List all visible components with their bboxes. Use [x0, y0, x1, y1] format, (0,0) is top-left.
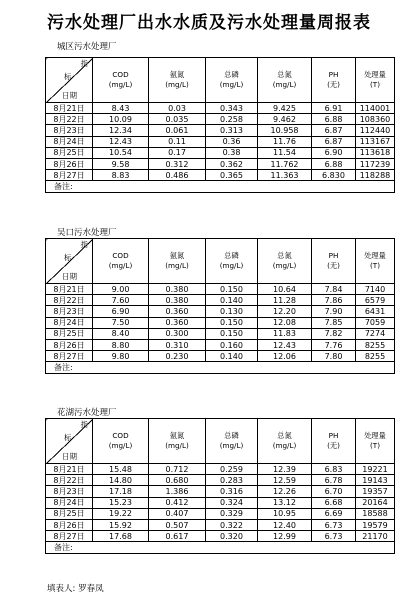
diag-label-indicator: 指: [80, 240, 88, 249]
value-cell: 12.40: [258, 519, 312, 530]
value-cell: 0.380: [149, 295, 206, 306]
table-row: [46, 317, 395, 328]
column-header: [206, 419, 258, 464]
diagonal-header-cell: [46, 239, 93, 284]
table-row: [46, 114, 395, 125]
column-header-unit: (mg/L): [108, 80, 133, 89]
column-header: [258, 239, 312, 284]
column-header-unit: (mg/L): [272, 441, 297, 450]
column-header-unit: (T): [370, 261, 380, 270]
column-header-name: 处理量: [364, 251, 386, 260]
value-cell: 7.76: [312, 339, 356, 350]
value-cell: 7274: [356, 328, 395, 339]
date-cell: 8月27日: [46, 351, 93, 362]
date-cell: 8月24日: [46, 136, 93, 147]
value-cell: 19143: [356, 475, 395, 486]
value-cell: 11.363: [258, 170, 312, 181]
value-cell: 19357: [356, 486, 395, 497]
diag-label-mark: 标: [64, 433, 72, 442]
value-cell: 14.80: [93, 475, 149, 486]
value-cell: 0.362: [206, 158, 258, 169]
column-header: [312, 239, 356, 284]
value-cell: 0.680: [149, 475, 206, 486]
date-cell: 8月24日: [46, 317, 93, 328]
value-cell: 0.322: [206, 519, 258, 530]
column-header: [356, 58, 395, 103]
diag-label-date: 日期: [62, 272, 77, 281]
plant-table: [45, 57, 395, 193]
value-cell: 10.95: [258, 508, 312, 519]
value-cell: 15.23: [93, 497, 149, 508]
value-cell: 6.69: [312, 508, 356, 519]
value-cell: 9.00: [93, 284, 149, 295]
value-cell: 0.150: [206, 317, 258, 328]
column-header: [93, 419, 149, 464]
value-cell: 0.11: [149, 136, 206, 147]
diag-label-indicator: 指: [80, 420, 88, 429]
value-cell: 17.68: [93, 531, 149, 542]
value-cell: 7.50: [93, 317, 149, 328]
column-header: [149, 58, 206, 103]
value-cell: 10.64: [258, 284, 312, 295]
column-header-name: 总氮: [277, 70, 292, 79]
value-cell: 114001: [356, 103, 395, 114]
value-cell: 112440: [356, 125, 395, 136]
value-cell: 6.88: [312, 158, 356, 169]
diag-label-indicator: 指: [80, 59, 88, 68]
column-header-name: 总磷: [224, 251, 239, 260]
value-cell: 0.259: [206, 464, 258, 475]
date-cell: 8月23日: [46, 125, 93, 136]
date-cell: 8月26日: [46, 339, 93, 350]
column-header: [312, 58, 356, 103]
value-cell: 0.140: [206, 351, 258, 362]
value-cell: 0.38: [206, 147, 258, 158]
column-header-unit: (无): [327, 80, 340, 89]
value-cell: 0.412: [149, 497, 206, 508]
filler-signature: 填表人: 罗春凤: [47, 584, 104, 594]
report-title: 污水处理厂出水水质及污水处理量周报表: [47, 13, 371, 33]
value-cell: 0.617: [149, 531, 206, 542]
value-cell: 6579: [356, 295, 395, 306]
value-cell: 7.80: [312, 351, 356, 362]
value-cell: 0.300: [149, 328, 206, 339]
column-header-name: 总磷: [224, 70, 239, 79]
column-header: [312, 419, 356, 464]
date-cell: 8月25日: [46, 328, 93, 339]
diagonal-header-cell: [46, 58, 93, 103]
column-header-unit: (mg/L): [219, 441, 244, 450]
value-cell: 9.425: [258, 103, 312, 114]
column-header-name: 总磷: [224, 431, 239, 440]
table-row: [46, 475, 395, 486]
column-header-name: 氨氮: [169, 70, 185, 79]
value-cell: 7140: [356, 284, 395, 295]
value-cell: 0.324: [206, 497, 258, 508]
date-cell: 8月24日: [46, 497, 93, 508]
table-row: [46, 351, 395, 362]
value-cell: 0.320: [206, 531, 258, 542]
value-cell: 7.84: [312, 284, 356, 295]
value-cell: 0.360: [149, 306, 206, 317]
value-cell: 17.18: [93, 486, 149, 497]
value-cell: 12.20: [258, 306, 312, 317]
value-cell: 19579: [356, 519, 395, 530]
column-header-name: 氨氮: [169, 431, 185, 440]
table-row: [46, 147, 395, 158]
date-cell: 8月21日: [46, 103, 93, 114]
note-row: [46, 362, 395, 373]
value-cell: 0.316: [206, 486, 258, 497]
value-cell: 0.160: [206, 339, 258, 350]
value-cell: 11.762: [258, 158, 312, 169]
date-cell: 8月26日: [46, 158, 93, 169]
value-cell: 0.365: [206, 170, 258, 181]
note-row: [46, 542, 395, 553]
value-cell: 7.60: [93, 295, 149, 306]
value-cell: 10.09: [93, 114, 149, 125]
diag-label-mark: 标: [64, 253, 72, 262]
column-header: [356, 239, 395, 284]
column-header-unit: (mg/L): [108, 441, 133, 450]
column-header-unit: (无): [327, 441, 340, 450]
value-cell: 0.283: [206, 475, 258, 486]
date-cell: 8月22日: [46, 475, 93, 486]
value-cell: 7059: [356, 317, 395, 328]
value-cell: 19.22: [93, 508, 149, 519]
value-cell: 6.87: [312, 136, 356, 147]
value-cell: 6.73: [312, 531, 356, 542]
column-header-name: 处理量: [364, 431, 386, 440]
column-header-unit: (mg/L): [219, 80, 244, 89]
column-header: [258, 58, 312, 103]
value-cell: 0.343: [206, 103, 258, 114]
column-header: [206, 239, 258, 284]
column-header-unit: (无): [327, 261, 340, 270]
column-header-name: COD: [112, 251, 129, 260]
date-cell: 8月22日: [46, 114, 93, 125]
table-row: [46, 136, 395, 147]
value-cell: 12.43: [258, 339, 312, 350]
value-cell: 0.329: [206, 508, 258, 519]
value-cell: 0.507: [149, 519, 206, 530]
value-cell: 12.26: [258, 486, 312, 497]
note-label: 备注:: [46, 181, 395, 192]
value-cell: 0.486: [149, 170, 206, 181]
value-cell: 0.150: [206, 328, 258, 339]
plant-name: 花湖污水处理厂: [57, 408, 117, 418]
column-header-unit: (mg/L): [108, 261, 133, 270]
table-row: [46, 339, 395, 350]
column-header: [149, 419, 206, 464]
column-header-name: COD: [112, 431, 129, 440]
value-cell: 6.87: [312, 125, 356, 136]
table-row: [46, 306, 395, 317]
table-row: [46, 170, 395, 181]
date-cell: 8月23日: [46, 486, 93, 497]
value-cell: 6.88: [312, 114, 356, 125]
table-header-row: [46, 58, 395, 103]
column-header-unit: (T): [370, 441, 380, 450]
value-cell: 113167: [356, 136, 395, 147]
value-cell: 15.92: [93, 519, 149, 530]
value-cell: 9.80: [93, 351, 149, 362]
value-cell: 6.90: [93, 306, 149, 317]
plant-name: 吴口污水处理厂: [57, 228, 117, 238]
value-cell: 6.68: [312, 497, 356, 508]
value-cell: 7.85: [312, 317, 356, 328]
value-cell: 108360: [356, 114, 395, 125]
value-cell: 21170: [356, 531, 395, 542]
column-header-name: PH: [328, 70, 339, 79]
note-label: 备注:: [46, 542, 395, 553]
column-header-name: 总氮: [277, 431, 292, 440]
date-cell: 8月27日: [46, 531, 93, 542]
value-cell: 11.54: [258, 147, 312, 158]
value-cell: 0.17: [149, 147, 206, 158]
column-header-name: 处理量: [364, 70, 386, 79]
column-header: [149, 239, 206, 284]
table-row: [46, 486, 395, 497]
value-cell: 6.70: [312, 486, 356, 497]
table-row: [46, 328, 395, 339]
value-cell: 10.54: [93, 147, 149, 158]
value-cell: 6.90: [312, 147, 356, 158]
value-cell: 13.12: [258, 497, 312, 508]
column-header: [206, 58, 258, 103]
value-cell: 6.78: [312, 475, 356, 486]
table-header-row: [46, 419, 395, 464]
value-cell: 0.061: [149, 125, 206, 136]
value-cell: 1.386: [149, 486, 206, 497]
value-cell: 0.313: [206, 125, 258, 136]
value-cell: 12.59: [258, 475, 312, 486]
column-header-unit: (mg/L): [219, 261, 244, 270]
plant-table: [45, 418, 395, 554]
date-cell: 8月22日: [46, 295, 93, 306]
value-cell: 6431: [356, 306, 395, 317]
table-row: [46, 103, 395, 114]
value-cell: 8255: [356, 351, 395, 362]
table-row: [46, 531, 395, 542]
column-header: [356, 419, 395, 464]
value-cell: 11.83: [258, 328, 312, 339]
value-cell: 0.230: [149, 351, 206, 362]
note-row: [46, 181, 395, 192]
column-header-name: COD: [112, 70, 129, 79]
value-cell: 12.99: [258, 531, 312, 542]
column-header-unit: (mg/L): [165, 261, 189, 270]
table-row: [46, 125, 395, 136]
table-row: [46, 497, 395, 508]
value-cell: 0.407: [149, 508, 206, 519]
value-cell: 117239: [356, 158, 395, 169]
value-cell: 12.06: [258, 351, 312, 362]
value-cell: 8.43: [93, 103, 149, 114]
value-cell: 0.150: [206, 284, 258, 295]
value-cell: 0.380: [149, 284, 206, 295]
table-row: [46, 464, 395, 475]
value-cell: 0.712: [149, 464, 206, 475]
table-header-row: [46, 239, 395, 284]
column-header: [93, 58, 149, 103]
date-cell: 8月23日: [46, 306, 93, 317]
column-header-name: 总氮: [277, 251, 292, 260]
value-cell: 10.958: [258, 125, 312, 136]
note-label: 备注:: [46, 362, 395, 373]
value-cell: 12.08: [258, 317, 312, 328]
value-cell: 15.48: [93, 464, 149, 475]
value-cell: 118288: [356, 170, 395, 181]
table-row: [46, 295, 395, 306]
value-cell: 0.258: [206, 114, 258, 125]
value-cell: 0.130: [206, 306, 258, 317]
value-cell: 9.462: [258, 114, 312, 125]
value-cell: 0.140: [206, 295, 258, 306]
date-cell: 8月26日: [46, 519, 93, 530]
column-header-unit: (T): [370, 80, 380, 89]
table-row: [46, 508, 395, 519]
value-cell: 6.91: [312, 103, 356, 114]
diag-label-date: 日期: [62, 91, 77, 100]
value-cell: 11.28: [258, 295, 312, 306]
date-cell: 8月25日: [46, 147, 93, 158]
value-cell: 7.86: [312, 295, 356, 306]
value-cell: 0.310: [149, 339, 206, 350]
value-cell: 0.360: [149, 317, 206, 328]
column-header-unit: (mg/L): [165, 441, 189, 450]
value-cell: 8255: [356, 339, 395, 350]
date-cell: 8月21日: [46, 464, 93, 475]
value-cell: 0.312: [149, 158, 206, 169]
value-cell: 113618: [356, 147, 395, 158]
value-cell: 9.58: [93, 158, 149, 169]
value-cell: 0.035: [149, 114, 206, 125]
value-cell: 0.36: [206, 136, 258, 147]
value-cell: 6.830: [312, 170, 356, 181]
column-header-unit: (mg/L): [272, 80, 297, 89]
value-cell: 8.80: [93, 339, 149, 350]
value-cell: 0.03: [149, 103, 206, 114]
date-cell: 8月27日: [46, 170, 93, 181]
value-cell: 12.43: [93, 136, 149, 147]
diag-label-mark: 标: [64, 72, 72, 81]
value-cell: 18588: [356, 508, 395, 519]
value-cell: 6.83: [312, 464, 356, 475]
column-header-unit: (mg/L): [272, 261, 297, 270]
diag-label-date: 日期: [62, 452, 77, 461]
plant-name: 城区污水处理厂: [57, 42, 117, 52]
value-cell: 8.40: [93, 328, 149, 339]
value-cell: 11.76: [258, 136, 312, 147]
date-cell: 8月25日: [46, 508, 93, 519]
table-row: [46, 284, 395, 295]
column-header: [93, 239, 149, 284]
value-cell: 12.39: [258, 464, 312, 475]
value-cell: 7.82: [312, 328, 356, 339]
value-cell: 12.34: [93, 125, 149, 136]
column-header: [258, 419, 312, 464]
column-header-unit: (mg/L): [165, 80, 189, 89]
date-cell: 8月21日: [46, 284, 93, 295]
value-cell: 8.83: [93, 170, 149, 181]
table-row: [46, 519, 395, 530]
table-row: [46, 158, 395, 169]
value-cell: 20164: [356, 497, 395, 508]
value-cell: 6.73: [312, 519, 356, 530]
value-cell: 7.90: [312, 306, 356, 317]
column-header-name: PH: [328, 251, 339, 260]
column-header-name: PH: [328, 431, 339, 440]
column-header-name: 氨氮: [169, 251, 185, 260]
value-cell: 19221: [356, 464, 395, 475]
plant-table: [45, 238, 395, 374]
diagonal-header-cell: [46, 419, 93, 464]
